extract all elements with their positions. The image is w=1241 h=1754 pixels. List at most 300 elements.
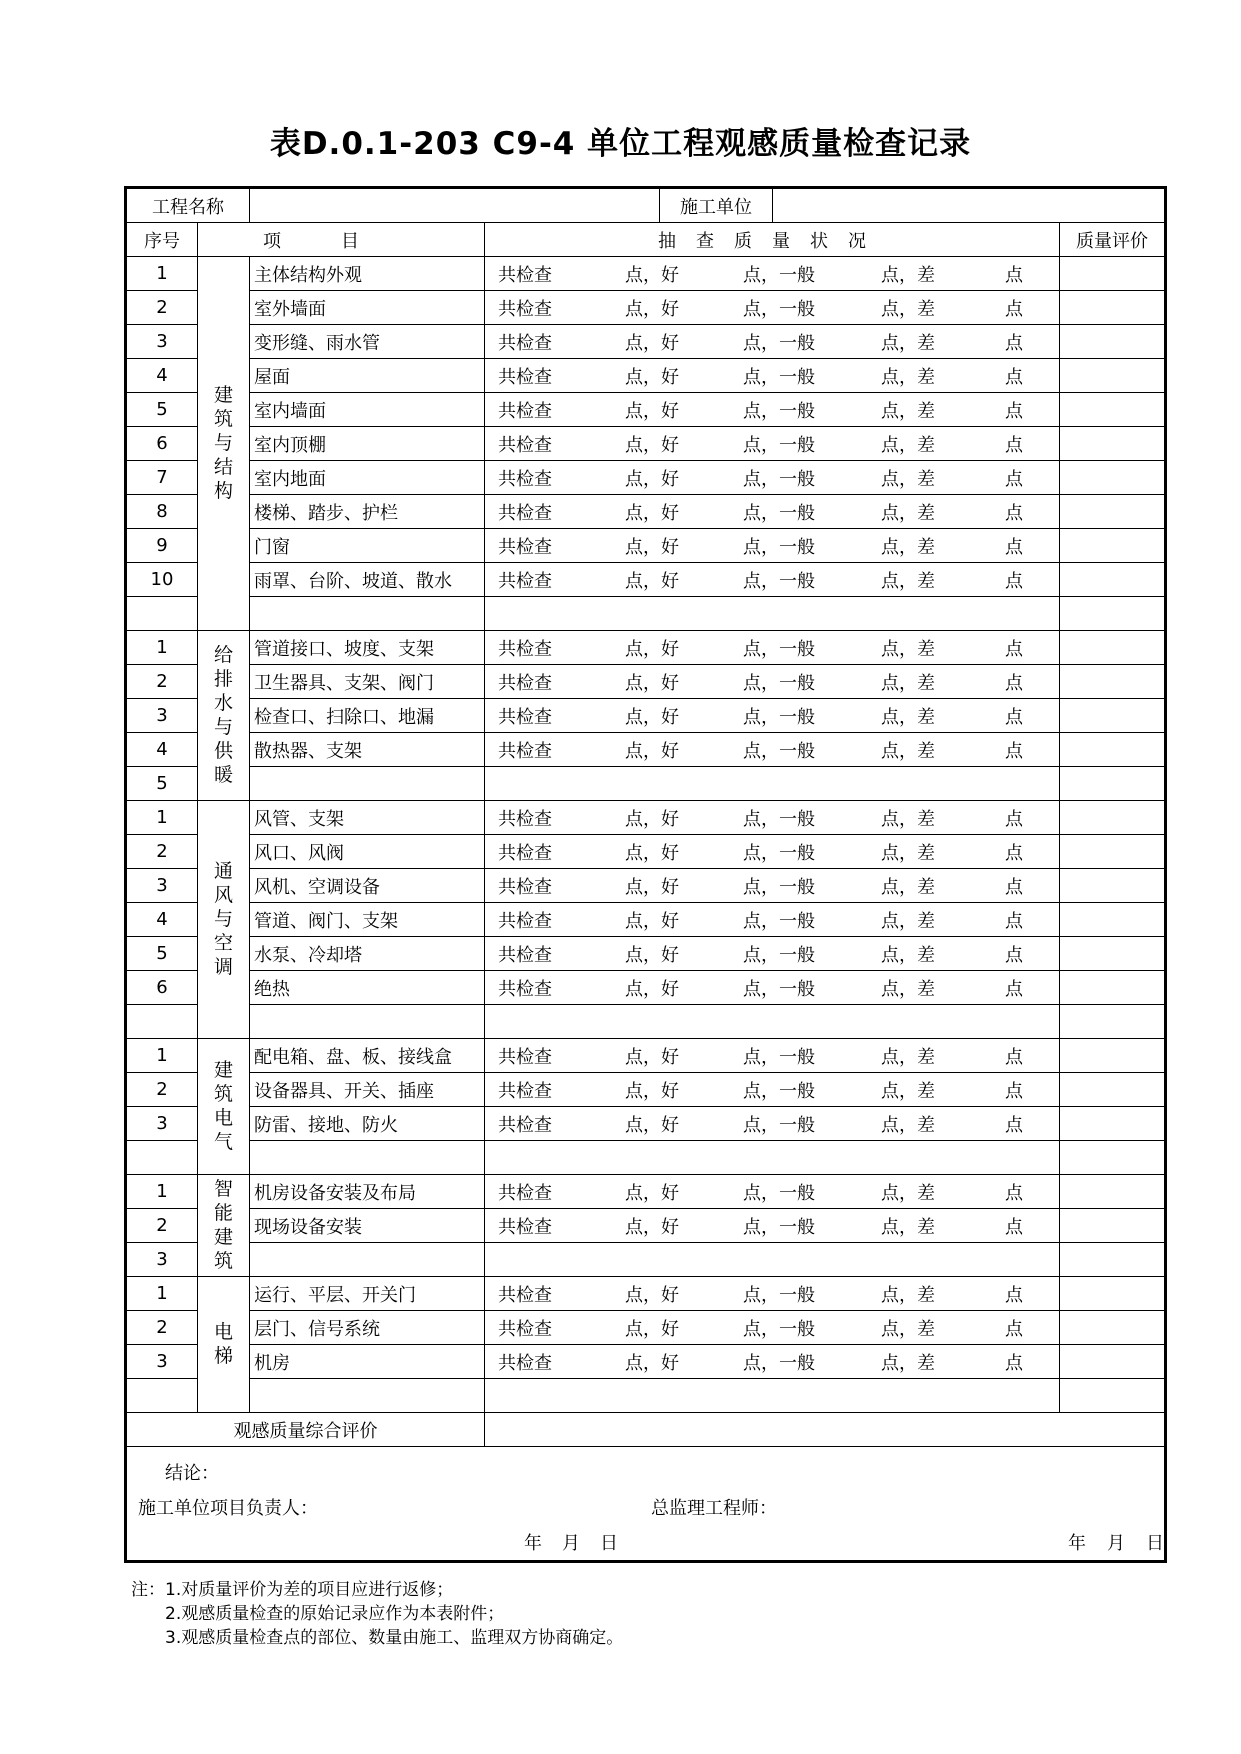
status-end-text: 点 xyxy=(1005,298,1023,320)
note-line-2: 2.观感质量检查的原始记录应作为本表附件； xyxy=(165,1604,505,1624)
supervisor-date-year: 年 xyxy=(1068,1533,1086,1554)
supervisor-date-month: 月 xyxy=(1107,1533,1125,1554)
quality-eval-cell[interactable] xyxy=(1060,1005,1166,1039)
col-eval-header: 质量评价 xyxy=(1060,223,1166,257)
item-name: 室外墙面 xyxy=(250,291,485,325)
status-good-text: 点，好 xyxy=(625,264,679,286)
row-number: 3 xyxy=(126,869,198,903)
quality-eval-cell[interactable] xyxy=(1060,971,1166,1005)
inspection-status[interactable] xyxy=(485,1277,1060,1311)
item-name: 机房 xyxy=(250,1345,485,1379)
column-header-row xyxy=(126,223,1166,257)
status-total-text: 共检查 xyxy=(498,570,552,592)
inspection-status[interactable] xyxy=(485,665,1060,699)
category-text: 建筑电气 xyxy=(213,1059,233,1153)
quality-eval-cell[interactable] xyxy=(1060,495,1166,529)
quality-eval-cell[interactable] xyxy=(1060,1277,1166,1311)
inspection-status[interactable] xyxy=(485,1141,1060,1175)
quality-eval-cell[interactable] xyxy=(1060,393,1166,427)
inspection-status[interactable] xyxy=(485,563,1060,597)
status-total-text: 共检查 xyxy=(498,1182,552,1204)
status-end-text: 点 xyxy=(1005,264,1023,286)
quality-eval-cell[interactable] xyxy=(1060,903,1166,937)
status-general-text: 点，一般 xyxy=(743,1318,815,1340)
quality-eval-cell[interactable] xyxy=(1060,937,1166,971)
category-text: 智能建筑 xyxy=(213,1178,233,1272)
table-row xyxy=(126,291,1166,325)
status-total-text: 共检查 xyxy=(498,468,552,490)
status-total-text: 共检查 xyxy=(498,400,552,422)
item-name xyxy=(250,597,485,631)
status-total-text: 共检查 xyxy=(498,1352,552,1374)
status-end-text: 点 xyxy=(1005,400,1023,422)
table-row xyxy=(126,1175,1166,1209)
row-number xyxy=(126,1141,198,1175)
status-general-text: 点，一般 xyxy=(743,876,815,898)
item-name: 散热器、支架 xyxy=(250,733,485,767)
status-general-text: 点，一般 xyxy=(743,536,815,558)
quality-eval-cell[interactable] xyxy=(1060,1107,1166,1141)
status-total-text: 共检查 xyxy=(498,842,552,864)
supervisor-date-day: 日 xyxy=(1146,1533,1164,1554)
item-name: 水泵、冷却塔 xyxy=(250,937,485,971)
inspection-status[interactable] xyxy=(485,971,1060,1005)
status-good-text: 点，好 xyxy=(625,366,679,388)
status-poor-text: 点，差 xyxy=(881,264,935,286)
status-end-text: 点 xyxy=(1005,876,1023,898)
status-end-text: 点 xyxy=(1005,978,1023,1000)
row-number: 6 xyxy=(126,427,198,461)
inspection-status[interactable] xyxy=(485,835,1060,869)
item-name: 雨罩、台阶、坡道、散水 xyxy=(250,563,485,597)
status-end-text: 点 xyxy=(1005,910,1023,932)
contractor-signature-label: 施工单位项目负责人： xyxy=(138,1498,318,1519)
table-row xyxy=(126,1073,1166,1107)
status-poor-text: 点，差 xyxy=(881,536,935,558)
row-number: 1 xyxy=(126,257,198,291)
quality-eval-cell[interactable] xyxy=(1060,733,1166,767)
status-total-text: 共检查 xyxy=(498,944,552,966)
status-poor-text: 点，差 xyxy=(881,366,935,388)
status-good-text: 点，好 xyxy=(625,876,679,898)
status-total-text: 共检查 xyxy=(498,706,552,728)
row-number: 1 xyxy=(126,801,198,835)
col-item-header: 项目 xyxy=(198,223,485,257)
quality-eval-cell[interactable] xyxy=(1060,325,1166,359)
inspection-status[interactable] xyxy=(485,359,1060,393)
status-general-text: 点，一般 xyxy=(743,332,815,354)
quality-eval-cell[interactable] xyxy=(1060,257,1166,291)
status-total-text: 共检查 xyxy=(498,910,552,932)
item-name: 层门、信号系统 xyxy=(250,1311,485,1345)
inspection-status[interactable] xyxy=(485,1107,1060,1141)
item-name xyxy=(250,1243,485,1277)
status-total-text: 共检查 xyxy=(498,332,552,354)
construction-unit-field[interactable] xyxy=(773,189,1164,222)
table-row xyxy=(126,1141,1166,1175)
quality-eval-cell[interactable] xyxy=(1060,427,1166,461)
status-end-text: 点 xyxy=(1005,1114,1023,1136)
status-poor-text: 点，差 xyxy=(881,434,935,456)
quality-eval-cell[interactable] xyxy=(1060,1175,1166,1209)
status-poor-text: 点，差 xyxy=(881,672,935,694)
status-total-text: 共检查 xyxy=(498,536,552,558)
row-number: 4 xyxy=(126,903,198,937)
table-row xyxy=(126,1107,1166,1141)
table-row xyxy=(126,257,1166,291)
item-name: 屋面 xyxy=(250,359,485,393)
item-name: 室内顶棚 xyxy=(250,427,485,461)
inspection-status[interactable] xyxy=(485,1379,1060,1413)
category-label xyxy=(198,631,250,801)
status-poor-text: 点，差 xyxy=(881,1182,935,1204)
contractor-date-month: 月 xyxy=(562,1533,580,1554)
status-end-text: 点 xyxy=(1005,944,1023,966)
table-row xyxy=(126,801,1166,835)
row-number: 4 xyxy=(126,359,198,393)
status-general-text: 点，一般 xyxy=(743,944,815,966)
item-name: 防雷、接地、防火 xyxy=(250,1107,485,1141)
row-number: 2 xyxy=(126,1209,198,1243)
status-general-text: 点，一般 xyxy=(743,366,815,388)
item-name: 机房设备安装及布局 xyxy=(250,1175,485,1209)
inspection-status[interactable] xyxy=(485,393,1060,427)
quality-eval-cell[interactable] xyxy=(1060,1141,1166,1175)
category-label xyxy=(198,1039,250,1175)
quality-eval-cell[interactable] xyxy=(1060,631,1166,665)
inspection-status[interactable] xyxy=(485,767,1060,801)
conclusion-label: 结论： xyxy=(165,1463,219,1484)
status-poor-text: 点，差 xyxy=(881,740,935,762)
status-end-text: 点 xyxy=(1005,468,1023,490)
inspection-status[interactable] xyxy=(485,1311,1060,1345)
status-general-text: 点，一般 xyxy=(743,264,815,286)
quality-eval-cell[interactable] xyxy=(1060,767,1166,801)
status-general-text: 点，一般 xyxy=(743,672,815,694)
category-label xyxy=(198,1277,250,1413)
footer-row xyxy=(126,1447,1166,1562)
status-good-text: 点，好 xyxy=(625,1046,679,1068)
overall-eval-field[interactable] xyxy=(485,1413,1166,1447)
inspection-status[interactable] xyxy=(485,257,1060,291)
status-general-text: 点，一般 xyxy=(743,740,815,762)
status-general-text: 点，一般 xyxy=(743,808,815,830)
item-name xyxy=(250,767,485,801)
table-row xyxy=(126,937,1166,971)
status-general-text: 点，一般 xyxy=(743,298,815,320)
quality-eval-cell[interactable] xyxy=(1060,563,1166,597)
status-good-text: 点，好 xyxy=(625,1080,679,1102)
status-poor-text: 点，差 xyxy=(881,468,935,490)
inspection-status[interactable] xyxy=(485,1175,1060,1209)
status-total-text: 共检查 xyxy=(498,1046,552,1068)
status-good-text: 点，好 xyxy=(625,502,679,524)
status-end-text: 点 xyxy=(1005,536,1023,558)
status-general-text: 点，一般 xyxy=(743,1046,815,1068)
row-number: 5 xyxy=(126,767,198,801)
status-poor-text: 点，差 xyxy=(881,842,935,864)
status-general-text: 点，一般 xyxy=(743,400,815,422)
inspection-status[interactable] xyxy=(485,495,1060,529)
row-number: 3 xyxy=(126,325,198,359)
item-name: 检查口、扫除口、地漏 xyxy=(250,699,485,733)
row-number: 1 xyxy=(126,631,198,665)
row-number: 4 xyxy=(126,733,198,767)
item-name: 风管、支架 xyxy=(250,801,485,835)
status-good-text: 点，好 xyxy=(625,400,679,422)
inspection-status[interactable] xyxy=(485,291,1060,325)
item-name: 卫生器具、支架、阀门 xyxy=(250,665,485,699)
status-good-text: 点，好 xyxy=(625,842,679,864)
notes-prefix: 注： xyxy=(131,1580,165,1600)
row-number: 6 xyxy=(126,971,198,1005)
status-good-text: 点，好 xyxy=(625,944,679,966)
status-poor-text: 点，差 xyxy=(881,706,935,728)
status-total-text: 共检查 xyxy=(498,264,552,286)
quality-eval-cell[interactable] xyxy=(1060,801,1166,835)
status-general-text: 点，一般 xyxy=(743,1352,815,1374)
category-label xyxy=(198,801,250,1039)
status-good-text: 点，好 xyxy=(625,1284,679,1306)
status-end-text: 点 xyxy=(1005,332,1023,354)
status-good-text: 点，好 xyxy=(625,1352,679,1374)
status-good-text: 点，好 xyxy=(625,298,679,320)
item-name: 室内墙面 xyxy=(250,393,485,427)
status-good-text: 点，好 xyxy=(625,570,679,592)
table-row xyxy=(126,393,1166,427)
construction-unit-label: 施工单位 xyxy=(660,189,773,222)
status-total-text: 共检查 xyxy=(498,1080,552,1102)
note-line-3: 3.观感质量检查点的部位、数量由施工、监理双方协商确定。 xyxy=(165,1628,624,1648)
table-row xyxy=(126,1039,1166,1073)
row-number: 5 xyxy=(126,393,198,427)
row-number: 1 xyxy=(126,1175,198,1209)
row-number: 8 xyxy=(126,495,198,529)
table-row xyxy=(126,597,1166,631)
quality-eval-cell[interactable] xyxy=(1060,869,1166,903)
quality-eval-cell[interactable] xyxy=(1060,1209,1166,1243)
quality-eval-cell[interactable] xyxy=(1060,597,1166,631)
inspection-status[interactable] xyxy=(485,869,1060,903)
status-good-text: 点，好 xyxy=(625,638,679,660)
category-label xyxy=(198,257,250,631)
status-total-text: 共检查 xyxy=(498,1284,552,1306)
status-general-text: 点，一般 xyxy=(743,638,815,660)
status-poor-text: 点，差 xyxy=(881,570,935,592)
item-name: 楼梯、踏步、护栏 xyxy=(250,495,485,529)
status-general-text: 点，一般 xyxy=(743,842,815,864)
notes-section xyxy=(131,1578,623,1650)
item-name: 设备器具、开关、插座 xyxy=(250,1073,485,1107)
status-poor-text: 点，差 xyxy=(881,502,935,524)
table-row xyxy=(126,1345,1166,1379)
inspection-status[interactable] xyxy=(485,699,1060,733)
table-row xyxy=(126,903,1166,937)
page-title: 表D.0.1-203 C9-4 单位工程观感质量检查记录 xyxy=(269,126,972,162)
status-good-text: 点，好 xyxy=(625,1318,679,1340)
status-good-text: 点，好 xyxy=(625,910,679,932)
status-poor-text: 点，差 xyxy=(881,1318,935,1340)
status-total-text: 共检查 xyxy=(498,1114,552,1136)
status-total-text: 共检查 xyxy=(498,298,552,320)
status-end-text: 点 xyxy=(1005,740,1023,762)
quality-eval-cell[interactable] xyxy=(1060,1311,1166,1345)
project-name-field[interactable] xyxy=(250,188,660,223)
status-poor-text: 点，差 xyxy=(881,298,935,320)
status-end-text: 点 xyxy=(1005,1284,1023,1306)
overall-eval-row xyxy=(126,1413,1166,1447)
row-number xyxy=(126,1379,198,1413)
inspection-status[interactable] xyxy=(485,529,1060,563)
inspection-status[interactable] xyxy=(485,325,1060,359)
table-row xyxy=(126,563,1166,597)
item-name: 管道接口、坡度、支架 xyxy=(250,631,485,665)
status-poor-text: 点，差 xyxy=(881,944,935,966)
status-good-text: 点，好 xyxy=(625,1114,679,1136)
table-row xyxy=(126,733,1166,767)
quality-eval-cell[interactable] xyxy=(1060,359,1166,393)
status-general-text: 点，一般 xyxy=(743,434,815,456)
item-name: 绝热 xyxy=(250,971,485,1005)
inspection-status[interactable] xyxy=(485,801,1060,835)
row-number: 3 xyxy=(126,1345,198,1379)
status-good-text: 点，好 xyxy=(625,808,679,830)
quality-eval-cell[interactable] xyxy=(1060,529,1166,563)
quality-eval-cell[interactable] xyxy=(1060,1379,1166,1413)
status-end-text: 点 xyxy=(1005,366,1023,388)
inspection-status[interactable] xyxy=(485,1345,1060,1379)
table-row xyxy=(126,1311,1166,1345)
status-general-text: 点，一般 xyxy=(743,570,815,592)
status-end-text: 点 xyxy=(1005,434,1023,456)
category-label xyxy=(198,1175,250,1277)
inspection-status[interactable] xyxy=(485,1005,1060,1039)
status-poor-text: 点，差 xyxy=(881,808,935,830)
status-total-text: 共检查 xyxy=(498,740,552,762)
status-end-text: 点 xyxy=(1005,706,1023,728)
quality-eval-cell[interactable] xyxy=(1060,665,1166,699)
table-row xyxy=(126,427,1166,461)
col-status-header: 抽查质量状况 xyxy=(485,223,1060,257)
category-text: 电梯 xyxy=(213,1321,233,1367)
quality-eval-cell[interactable] xyxy=(1060,835,1166,869)
status-poor-text: 点，差 xyxy=(881,1114,935,1136)
quality-eval-cell[interactable] xyxy=(1060,461,1166,495)
contractor-date-day: 日 xyxy=(600,1533,618,1554)
status-good-text: 点，好 xyxy=(625,978,679,1000)
status-good-text: 点，好 xyxy=(625,672,679,694)
category-text: 通风与空调 xyxy=(213,860,233,978)
status-end-text: 点 xyxy=(1005,1216,1023,1238)
row-number: 5 xyxy=(126,937,198,971)
row-number: 10 xyxy=(126,563,198,597)
status-end-text: 点 xyxy=(1005,1182,1023,1204)
status-total-text: 共检查 xyxy=(498,876,552,898)
inspection-status[interactable] xyxy=(485,597,1060,631)
status-poor-text: 点，差 xyxy=(881,1216,935,1238)
status-total-text: 共检查 xyxy=(498,1216,552,1238)
status-general-text: 点，一般 xyxy=(743,1080,815,1102)
status-general-text: 点，一般 xyxy=(743,1284,815,1306)
table-row xyxy=(126,529,1166,563)
row-number xyxy=(126,597,198,631)
status-end-text: 点 xyxy=(1005,1080,1023,1102)
item-name: 运行、平层、开关门 xyxy=(250,1277,485,1311)
table-row xyxy=(126,971,1166,1005)
status-general-text: 点，一般 xyxy=(743,1182,815,1204)
table-row xyxy=(126,699,1166,733)
table-row xyxy=(126,665,1166,699)
item-name: 配电箱、盘、板、接线盒 xyxy=(250,1039,485,1073)
quality-eval-cell[interactable] xyxy=(1060,1073,1166,1107)
table-row xyxy=(126,325,1166,359)
table-row xyxy=(126,461,1166,495)
status-end-text: 点 xyxy=(1005,570,1023,592)
inspection-status[interactable] xyxy=(485,1243,1060,1277)
item-name xyxy=(250,1379,485,1413)
note-line-1: 注：1.对质量评价为差的项目应进行返修； xyxy=(131,1580,454,1600)
table-row xyxy=(126,1379,1166,1413)
status-total-text: 共检查 xyxy=(498,502,552,524)
inspection-status[interactable] xyxy=(485,427,1060,461)
table-row xyxy=(126,835,1166,869)
inspection-status[interactable] xyxy=(485,937,1060,971)
quality-eval-cell[interactable] xyxy=(1060,1243,1166,1277)
status-good-text: 点，好 xyxy=(625,706,679,728)
status-total-text: 共检查 xyxy=(498,366,552,388)
row-number: 3 xyxy=(126,699,198,733)
table-row xyxy=(126,359,1166,393)
status-good-text: 点，好 xyxy=(625,1182,679,1204)
quality-eval-cell[interactable] xyxy=(1060,1039,1166,1073)
col-seq-header: 序号 xyxy=(126,223,198,257)
status-general-text: 点，一般 xyxy=(743,1114,815,1136)
supervisor-signature-label: 总监理工程师： xyxy=(651,1498,777,1519)
item-name: 现场设备安装 xyxy=(250,1209,485,1243)
status-general-text: 点，一般 xyxy=(743,978,815,1000)
inspection-status[interactable] xyxy=(485,733,1060,767)
status-good-text: 点，好 xyxy=(625,1216,679,1238)
status-general-text: 点，一般 xyxy=(743,1216,815,1238)
table-row xyxy=(126,1243,1166,1277)
status-end-text: 点 xyxy=(1005,842,1023,864)
status-poor-text: 点，差 xyxy=(881,1284,935,1306)
inspection-status[interactable] xyxy=(485,1209,1060,1243)
inspection-status[interactable] xyxy=(485,1039,1060,1073)
status-total-text: 共检查 xyxy=(498,808,552,830)
quality-eval-cell[interactable] xyxy=(1060,1345,1166,1379)
status-good-text: 点，好 xyxy=(625,468,679,490)
row-number: 3 xyxy=(126,1107,198,1141)
inspection-status[interactable] xyxy=(485,631,1060,665)
status-poor-text: 点，差 xyxy=(881,400,935,422)
quality-eval-cell[interactable] xyxy=(1060,291,1166,325)
inspection-status[interactable] xyxy=(485,1073,1060,1107)
inspection-status[interactable] xyxy=(485,903,1060,937)
status-general-text: 点，一般 xyxy=(743,706,815,728)
status-total-text: 共检查 xyxy=(498,672,552,694)
status-total-text: 共检查 xyxy=(498,638,552,660)
table-row xyxy=(126,1005,1166,1039)
row-number: 2 xyxy=(126,291,198,325)
status-good-text: 点，好 xyxy=(625,740,679,762)
status-total-text: 共检查 xyxy=(498,978,552,1000)
item-name: 室内地面 xyxy=(250,461,485,495)
inspection-form-table xyxy=(124,186,1167,1563)
inspection-status[interactable] xyxy=(485,461,1060,495)
quality-eval-cell[interactable] xyxy=(1060,699,1166,733)
status-end-text: 点 xyxy=(1005,1318,1023,1340)
